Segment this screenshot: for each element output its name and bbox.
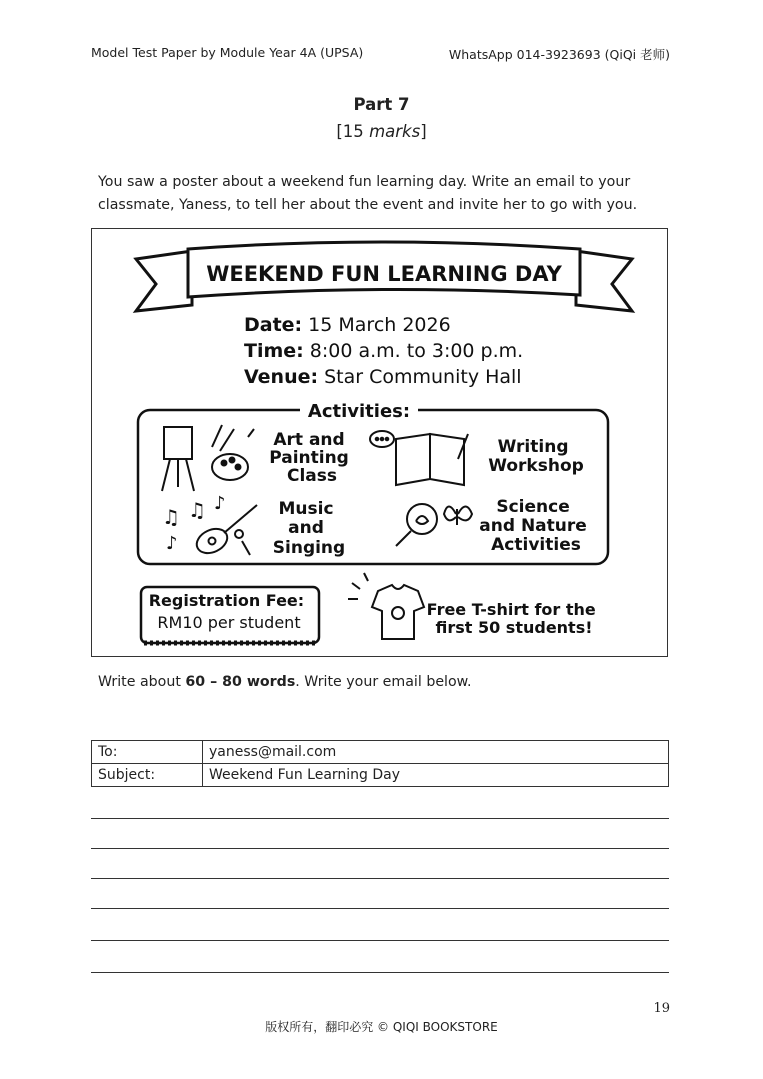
writing-line bbox=[91, 818, 669, 819]
activity-science: Science and Nature Activities bbox=[479, 497, 587, 555]
subject-value: Weekend Fun Learning Day bbox=[203, 764, 669, 787]
writing-line bbox=[91, 972, 669, 973]
date-line: Date: 15 March 2026 bbox=[244, 314, 451, 336]
word-count-instruction: Write about 60 – 80 words. Write your email below. bbox=[98, 674, 472, 690]
tshirt-medal-icon bbox=[348, 573, 424, 639]
copyright-footer: 版权所有，翻印必究 © QIQI BOOKSTORE bbox=[265, 1020, 498, 1034]
email-subject-row bbox=[92, 764, 669, 787]
time-line: Time: 8:00 a.m. to 3:00 p.m. bbox=[244, 340, 524, 362]
magnifier-butterfly-icon bbox=[396, 504, 472, 546]
writing-line bbox=[91, 940, 669, 941]
marks-label: [15 marks] bbox=[336, 122, 427, 141]
email-header-table bbox=[91, 740, 669, 787]
to-value: yaness@mail.com bbox=[203, 741, 669, 764]
subject-label: Subject: bbox=[92, 764, 203, 787]
activity-art: Art and Painting Class bbox=[269, 430, 349, 486]
fee-text: Registration Fee: RM10 per student bbox=[148, 591, 305, 632]
part-title: Part 7 bbox=[353, 95, 410, 114]
easel-palette-icon bbox=[162, 425, 254, 491]
header-right-text: WhatsApp 014-3923693 (QiQi 老师) bbox=[448, 47, 670, 62]
event-poster bbox=[91, 228, 668, 657]
svg-text:♪: ♪ bbox=[166, 533, 178, 554]
venue-line: Venue: Star Community Hall bbox=[244, 366, 522, 388]
email-to-row bbox=[92, 741, 669, 764]
header-left-text: Model Test Paper by Module Year 4A (UPSA) bbox=[91, 45, 364, 60]
svg-text:♪: ♪ bbox=[214, 493, 226, 514]
writing-line bbox=[91, 878, 669, 879]
page-number: 19 bbox=[653, 1001, 670, 1016]
svg-text:♫: ♫ bbox=[162, 505, 180, 529]
writing-line bbox=[91, 848, 669, 849]
guitar-music-notes-icon bbox=[162, 493, 257, 558]
banner-title: WEEKEND FUN LEARNING DAY bbox=[206, 262, 562, 286]
writing-line bbox=[91, 908, 669, 909]
task-instructions: You saw a poster about a weekend fun learning day. Write an email to your classmate, Yaness, to tell her about the event and invite her to go with you. bbox=[98, 174, 638, 213]
svg-text:♫: ♫ bbox=[188, 498, 206, 522]
activity-music: Music and Singing bbox=[272, 499, 346, 558]
tshirt-offer-text: Free T-shirt for the first 50 students! bbox=[426, 600, 596, 637]
activity-writing: Writing Workshop bbox=[488, 437, 584, 476]
to-label: To: bbox=[92, 741, 203, 764]
book-pen-icon bbox=[370, 431, 468, 485]
activities-title: Activities: bbox=[307, 401, 411, 422]
